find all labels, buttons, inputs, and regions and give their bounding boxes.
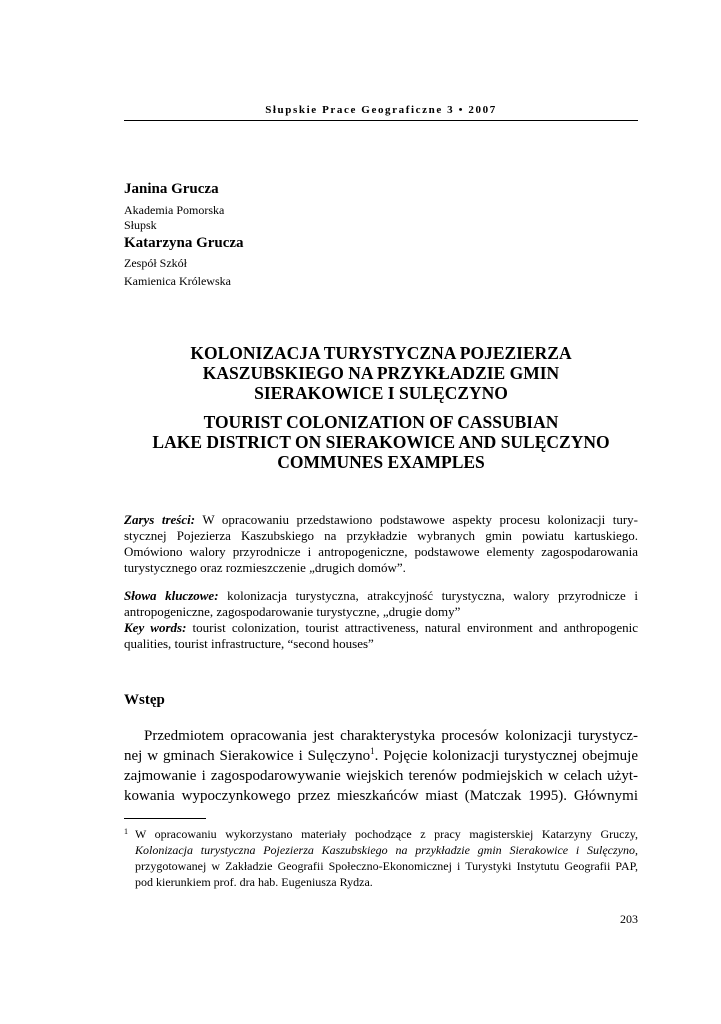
keywords-english <box>124 620 638 652</box>
header-rule <box>124 120 638 121</box>
title-english <box>118 412 644 472</box>
footnote-thesis-title: Kolonizacja turystyczna Pojezierza Kaszubskiego na przykładzie gmin Sierakowice i Sulęczyno <box>135 843 635 857</box>
body-text: Przedmiotem opracowania jest charakterystyka procesów kolonizacji turystycz-nej w gminach Sierakowice i Sulęczyno <box>124 728 638 764</box>
title-line: COMMUNES EXAMPLES <box>277 452 485 472</box>
title-polish <box>118 343 644 403</box>
author-name: Janina Grucza <box>124 181 219 197</box>
author-affiliation-line: Zespół Szkół <box>124 256 187 270</box>
abstract-text: W opracowaniu przedstawiono podstawowe aspekty procesu kolonizacji tury-stycznej Pojezierza Kaszubskiego na przykładzie wybranych gmin powiatu kartuskiego. Omówiono walory przyrodnicze i antropogeniczne, podstawowe elementy zagospodarowania turystycznego oraz rozmieszczenie „drugich domów”. <box>124 512 638 575</box>
title-line: SIERAKOWICE I SULĘCZYNO <box>254 383 508 403</box>
footnote-rule <box>124 818 206 819</box>
abstract-label: Zarys treści: <box>124 512 196 527</box>
keywords-english-label: Key words: <box>124 620 187 635</box>
title-line: LAKE DISTRICT ON SIERAKOWICE AND SULĘCZYNO <box>152 432 610 452</box>
abstract <box>124 512 638 576</box>
author-affiliation-line: Kamienica Królewska <box>124 274 231 288</box>
title-line: KASZUBSKIEGO NA PRZYKŁADZIE GMIN <box>202 363 560 383</box>
keywords-polish-label: Słowa kluczowe: <box>124 588 219 603</box>
footnote-text-continued: , przygotowanej w Zakładzie Geografii Społeczno-Ekonomicznej i Turystyki Instytutu Geografii PAP, pod kierunkiem prof. dra hab. Eugeniusza Rydza. <box>135 843 638 889</box>
author-affiliation-line: Akademia Pomorska <box>124 203 225 217</box>
page-number: 203 <box>620 912 638 926</box>
keywords-polish <box>124 588 638 620</box>
footnote-reference[interactable]: 1 <box>370 746 375 756</box>
keywords-polish-text: kolonizacja turystyczna, atrakcyjność turystyczna, walory przyrodnicze i antropogeniczne, zagospodarowanie turystyczne, „drugie domy” <box>124 588 638 619</box>
journal-header: Słupskie Prace Geograficzne 3 • 2007 <box>265 104 497 116</box>
title-line: KOLONIZACJA TURYSTYCZNA POJEZIERZA <box>190 343 572 363</box>
author-name: Katarzyna Grucza <box>124 235 244 251</box>
body-text-continued: . Pojęcie kolonizacji turystycznej obejmuje zajmowanie i zagospodarowywanie wiejskich terenów podmiejskich w celach użyt-kowania wypoczynkowego przez mieszkańców miast (Matczak 1995). Głównymi <box>124 748 638 804</box>
title-line: TOURIST COLONIZATION OF CASSUBIAN <box>203 412 559 432</box>
body-paragraph <box>124 726 638 806</box>
footnote-text: W opracowaniu wykorzystano materiały pochodzące z pracy magisterskiej Katarzyny Gruczy, <box>135 827 638 841</box>
footnote-mark: 1 <box>124 827 128 836</box>
section-heading: Wstęp <box>124 692 165 708</box>
author-affiliation-line: Słupsk <box>124 218 157 232</box>
footnote <box>124 826 638 890</box>
keywords-english-text: tourist colonization, tourist attractiveness, natural environment and anthropogenic qualities, tourist infrastructure, “second houses” <box>124 620 638 651</box>
